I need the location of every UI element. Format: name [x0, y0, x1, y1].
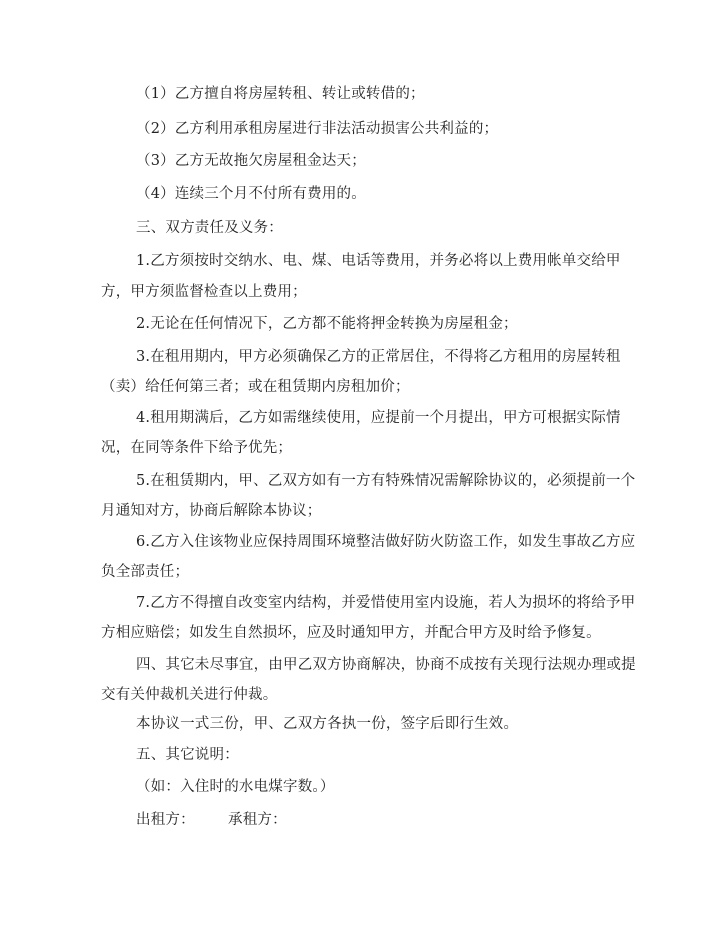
item-6-line-1: 6.乙方入住该物业应保持周围环境整洁做好防火防盗工作，如发生事故乙方应 [136, 534, 636, 550]
item-6-line-2: 负全部责任； [101, 564, 190, 580]
item-7-line-2: 方相应赔偿；如发生自然损坏，应及时通知甲方，并配合甲方及时给予修复。 [101, 625, 601, 641]
lessor-signature-label: 出租方： [136, 812, 195, 828]
section-4-line-1: 四、其它未尽事宜，由甲乙双方协商解决，协商不成按有关现行法规办理或提 [136, 657, 636, 673]
item-4-line-2: 况，在同等条件下给予优先； [101, 440, 293, 456]
section-5-note: （如：入住时的水电煤字数。） [136, 779, 335, 795]
lessee-signature-label: 承租方： [228, 812, 287, 828]
section-3-heading: 三、双方责任及义务： [136, 220, 283, 236]
clause-2: （2）乙方利用承租房屋进行非法活动损害公共利益的； [136, 121, 499, 137]
item-3-line-1: 3.在租用期内，甲方必须确保乙方的正常居住，不得将乙方租用的房屋转租 [136, 349, 621, 365]
item-5-line-1: 5.在租赁期内，甲、乙双方如有一方有特殊情况需解除协议的，必须提前一个 [136, 473, 636, 489]
item-3-line-2: （卖）给任何第三者；或在租赁期内房租加价； [101, 379, 410, 395]
item-2-line-1: 2.无论在任何情况下，乙方都不能将押金转换为房屋租金； [136, 316, 518, 332]
copies-statement: 本协议一式三份，甲、乙双方各执一份，签字后即行生效。 [136, 716, 519, 732]
section-5-heading: 五、其它说明： [136, 747, 239, 763]
clause-1: （1）乙方擅自将房屋转租、转让或转借的； [136, 86, 425, 102]
section-4-line-2: 交有关仲裁机关进行仲裁。 [101, 687, 278, 703]
clause-4: （4）连续三个月不付所有费用的。 [136, 186, 366, 202]
item-4-line-1: 4.租用期满后，乙方如需继续使用，应提前一个月提出，甲方可根据实际情 [136, 410, 621, 426]
item-1-line-1: 1.乙方须按时交纳水、电、煤、电话等费用，并务必将以上费用帐单交给甲 [136, 253, 621, 269]
clause-3: （3）乙方无故拖欠房屋租金达天； [136, 153, 366, 169]
item-5-line-2: 月通知对方，协商后解除本协议； [101, 503, 322, 519]
item-1-line-2: 方，甲方须监督检查以上费用； [101, 284, 307, 300]
item-7-line-1: 7.乙方不得擅自改变室内结构，并爱惜使用室内设施，若人为损坏的将给予甲 [136, 595, 636, 611]
